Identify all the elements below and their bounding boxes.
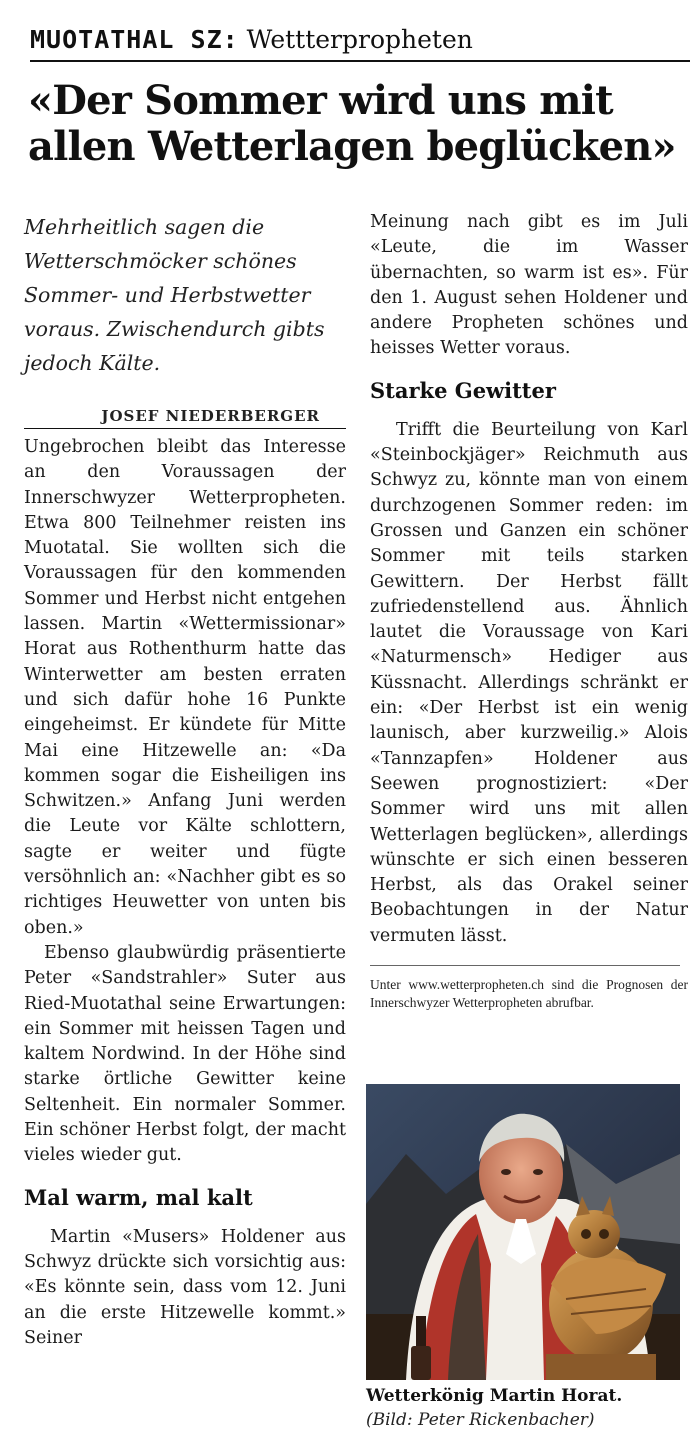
photo-illustration <box>366 1084 680 1380</box>
photo-caption <box>366 1384 686 1432</box>
right-body <box>370 210 688 949</box>
kicker-topic: Wettterpropheten <box>246 25 473 54</box>
lead-paragraph: Mehrheitlich sagen die Wetterschmöcker schönes Sommer- und Herbstwetter voraus. Zwischendurch gibts jedoch Kälte. <box>24 215 325 375</box>
body-paragraph: Meinung nach gibt es im Juli «Leute, die im Wasser übernachten, so warm ist es». Für den 1. August sehen Holdener und andere Propheten schönes und heisses Wetter voraus. <box>370 212 688 359</box>
body-paragraph: Martin «Musers» Holdener aus Schwyz drückte sich vorsichtig aus: «Es könnte sein, dass vom 12. Juni an die erste Hitzewelle kommt.» Seiner <box>24 1226 346 1348</box>
right-column <box>370 210 688 1012</box>
subhead-mal-warm: Mal warm, mal kalt <box>24 1184 253 1210</box>
headline: «Der Sommer wird uns mit allen Wetterlagen beglücken» <box>28 77 676 170</box>
body-paragraph: Ungebrochen bleibt das Interesse an den Voraussagen der Innerschwyzer Wetterpropheten. Etwa 800 Teilnehmer reisten ins Muotatal. Sie wollten sich die Voraussagen für den kommenden Sommer und Herbst nicht entgehen lassen. Martin «Wettermissionar» Horat aus Rothenthurm hatte das Winterwetter am besten erraten und sich dafür hohe 16 Punkte eingeheimst. Er kündete für Mitte Mai eine Hitzewelle an: «Da kommen sogar die Eisheiligen ins Schwitzen.» Anfang Juni werden die Leute vor Kälte schlottern, sagte er weiter und fügte versöhnlich an: «Nachher gibt es so richtiges Heuwetter von unten bis oben.» <box>24 437 346 938</box>
left-body <box>24 435 346 1351</box>
byline: JOSEF NIEDERBERGER <box>101 407 320 425</box>
photo-martin-horat <box>366 1084 680 1380</box>
left-column <box>24 210 346 1351</box>
body-paragraph: Trifft die Beurteilung von Karl «Steinbockjäger» Reichmuth aus Schwyz zu, könnte man von einem durchzogenen Sommer reden: im Grossen und Ganzen ein schöner Sommer mit teils starken Gewittern. Der Herbst fällt zufriedenstellend aus. Ähnlich lautet die Voraussage von Kari «Naturmensch» Hediger aus Küssnacht. Allerdings schränkt er ein: «Der Herbst ist ein wenig launisch, aber kurzweilig.» Alois «Tannzapfen» Holdener aus Seewen prognostiziert: «Der Sommer wird uns mit allen Wetterlagen beglücken», allerdings wünschte er sich einen besseren Herbst, als das Orakel seiner Beobachtungen in der Natur vermuten lässt. <box>370 419 688 946</box>
byline-rule <box>24 406 346 429</box>
kicker <box>30 22 690 62</box>
caption-text: Wetterkönig Martin Horat. <box>366 1386 623 1406</box>
subhead-starke-gewitter: Starke Gewitter <box>370 377 556 403</box>
body-paragraph: Ebenso glaubwürdig präsentierte Peter «Sandstrahler» Suter aus Ried-Muotathal seine Erwartungen: ein Sommer mit heissen Tagen und kaltem Nordwind. In der Höhe sind starke örtliche Gewitter keine Seltenheit. Ein normaler Sommer. Ein schöner Herbst folgt, der macht vieles wieder gut. <box>24 942 346 1166</box>
note-divider <box>370 965 680 966</box>
kicker-location: MUOTATHAL SZ: <box>30 25 239 54</box>
photo-credit: (Bild: Peter Rickenbacher) <box>366 1410 595 1430</box>
web-note: Unter www.wetterpropheten.ch sind die Prognosen der Innerschwyzer Wetterpropheten abrufbar. <box>370 977 688 1011</box>
